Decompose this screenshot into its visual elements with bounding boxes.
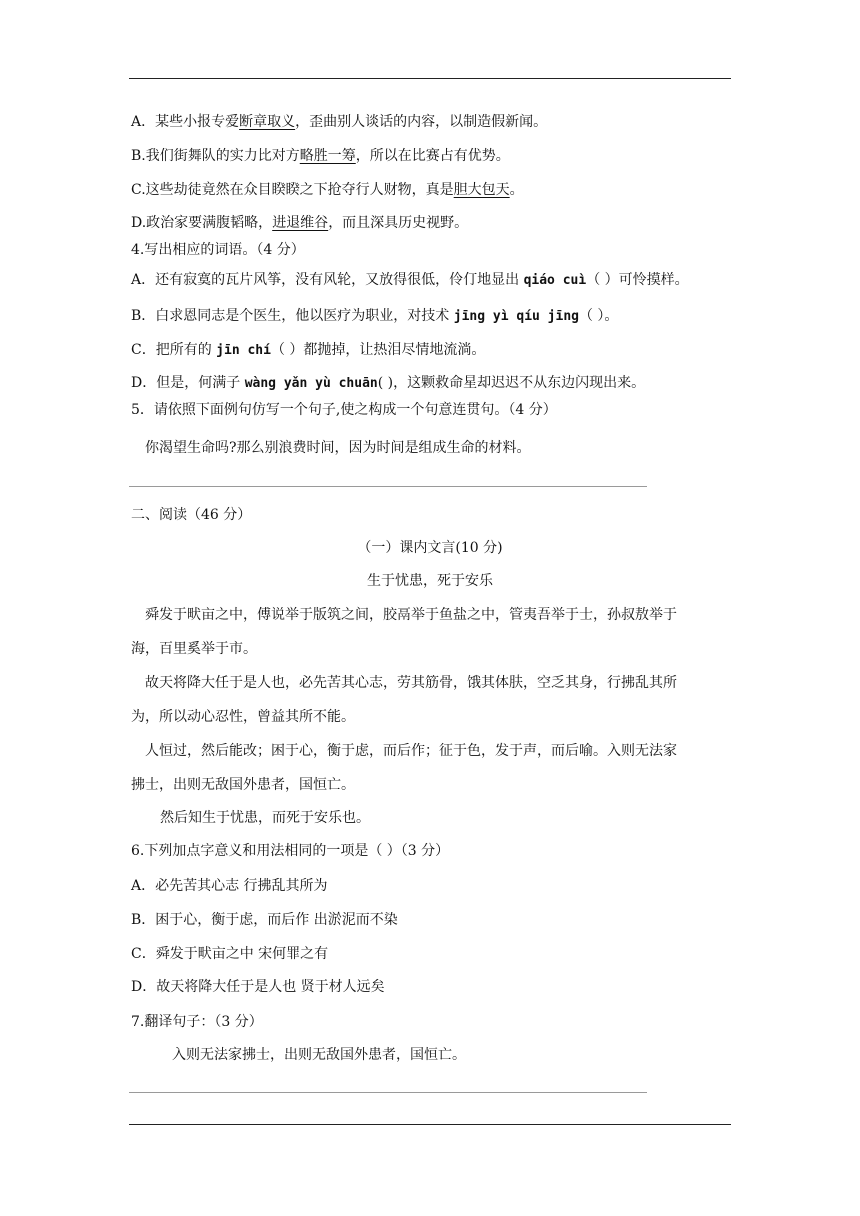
q7-answer-line	[129, 1092, 647, 1093]
pinyin: wàng yǎn yù chuān	[244, 376, 378, 391]
footer-rule	[129, 1124, 731, 1125]
q4-option-b: B．白求恩同志是个医生，他以医疗为职业，对技术 jīng yì qíu jīng（ ）。	[131, 308, 619, 324]
essay-p2-line2: 为，所以动心忍性，曾益其所不能。	[131, 709, 355, 725]
essay-p2-line1: 故天将降大任于是人也，必先苦其心志，劳其筋骨，饿其体肤，空乏其身，行拂乱其所	[145, 675, 677, 691]
q3-option-b: B.我们街舞队的实力比对方略胜一筹，所以在比赛占有优势。	[131, 148, 510, 164]
essay-p1-line2: 海，百里奚举于市。	[131, 641, 257, 657]
section2-subtitle: （一）课内文言(10 分)	[357, 540, 503, 556]
essay-p3-line2: 拂士，出则无敌国外患者，国恒亡。	[131, 777, 355, 793]
q6-option-a: A．必先苦其心志 行拂乱其所为	[131, 878, 328, 894]
q3-option-c: C.这些劫徒竟然在众目睽睽之下抢夺行人财物，真是胆大包天。	[131, 182, 524, 198]
q7-sentence: 入则无法家拂士，出则无敌国外患者，国恒亡。	[172, 1047, 466, 1063]
essay-p1-line1: 舜发于畎亩之中，傅说举于版筑之间，胶鬲举于鱼盐之中，管夷吾举于士，孙叔敖举于	[145, 607, 677, 623]
q7-title: 7.翻译句子：（3 分）	[131, 1014, 263, 1030]
essay-p4: 然后知生于忧患，而死于安乐也。	[160, 810, 370, 826]
underlined-idiom: 断章取义	[239, 114, 296, 130]
q3-option-d: D.政治家要满腹韬略，进退维谷，而且深具历史视野。	[131, 215, 469, 231]
essay-p3-line1: 人恒过，然后能改；困于心，衡于虑，而后作；征于色，发于声，而后喻。入则无法家	[145, 743, 677, 759]
q6-option-c: C．舜发于畎亩之中 宋何罪之有	[131, 946, 329, 962]
pinyin: jīng yì qíu jīng	[453, 309, 579, 324]
essay-title: 生于忧患，死于安乐	[367, 573, 493, 589]
pinyin: jīn chí	[216, 343, 271, 358]
header-rule	[129, 78, 731, 79]
q5-answer-line	[129, 486, 647, 487]
q5-title: 5．请依照下面例句仿写一个句子,使之构成一个句意连贯句。（4 分）	[131, 402, 557, 418]
q6-option-d: D．故天将降大任于是人也 贤于材人远矣	[131, 979, 385, 995]
section2-title: 二、阅读（46 分）	[131, 507, 252, 523]
q4-title: 4.写出相应的词语。（4 分）	[131, 242, 305, 258]
pinyin: qiáo cuì	[523, 273, 587, 288]
q4-option-a: A．还有寂寞的瓦片风筝，没有风轮，又放得很低，伶仃地显出 qiáo cuì（ ）可怜摸样。	[131, 272, 689, 288]
underlined-idiom: 胆大包天	[453, 182, 510, 198]
q4-option-c: C．把所有的 jīn chí（ ）都抛掉，让热泪尽情地流淌。	[131, 342, 486, 358]
q5-example: 你渴望生命吗?那么别浪费时间，因为时间是组成生命的材料。	[145, 440, 531, 456]
underlined-idiom: 略胜一筹	[299, 148, 356, 164]
q6-option-b: B．困于心，衡于虑，而后作 出淤泥而不染	[131, 912, 398, 928]
q4-option-d: D．但是，何满子 wàng yǎn yù chuān( )，这颗救命星却迟迟不从东边闪现出来。	[131, 375, 646, 391]
underlined-idiom: 进退维谷	[272, 215, 329, 231]
q3-option-a: A．某些小报专爱断章取义，歪曲别人谈话的内容，以制造假新闻。	[131, 114, 548, 130]
q6-title: 6.下列加点字意义和用法相同的一项是（ ）（3 分）	[131, 843, 450, 859]
